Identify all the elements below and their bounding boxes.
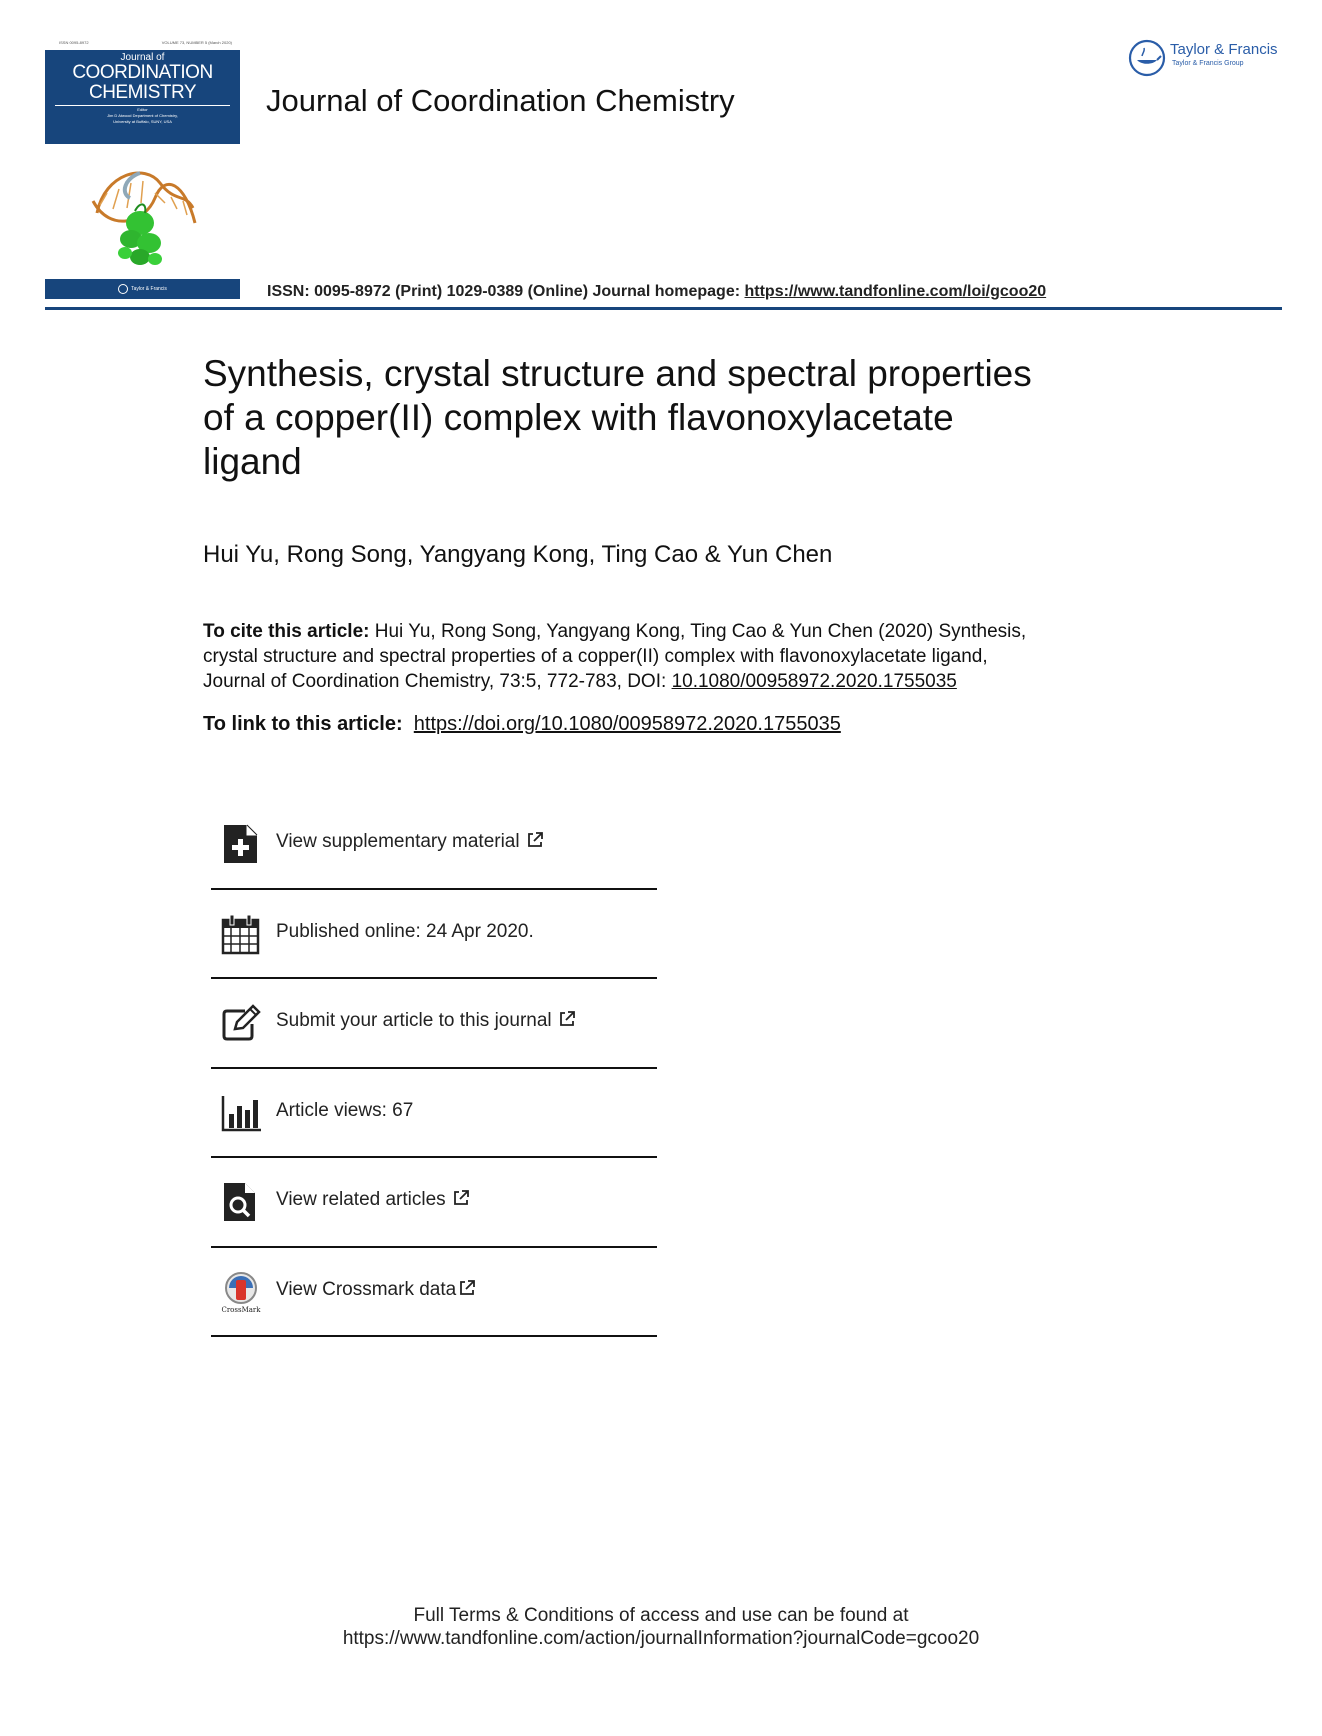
article-title xyxy=(203,352,1163,484)
external-link-icon xyxy=(458,1279,476,1297)
calendar-icon xyxy=(221,913,261,955)
info-row-related[interactable] xyxy=(211,1158,657,1248)
edit-icon xyxy=(221,1002,261,1044)
link-label: To link to this article: xyxy=(203,713,403,735)
footer-terms-link[interactable]: https://www.tandfonline.com/action/journalInformation?journalCode=gcoo20 xyxy=(342,1628,980,1649)
publisher-name: Taylor & Francis xyxy=(1170,41,1278,58)
footer-line1: Full Terms & Conditions of access and use can be found at xyxy=(413,1605,909,1626)
cover-journal-of: Journal of xyxy=(120,52,165,63)
journal-title: Journal of Coordination Chemistry xyxy=(266,83,735,118)
info-label-crossmark: View Crossmark data xyxy=(276,1279,476,1301)
dna-protein-illustration xyxy=(85,153,200,273)
article-title-line2: of a copper(II) complex with flavonoxylacetate xyxy=(203,397,954,438)
file-plus-icon xyxy=(221,823,261,865)
taylor-francis-lamp-icon xyxy=(1128,39,1166,77)
journal-cover xyxy=(45,38,240,299)
cover-editor-line1: Jim D Atwood Department of Chemistry, xyxy=(107,113,178,118)
citation-block xyxy=(203,619,1153,694)
info-row-crossmark[interactable] xyxy=(211,1248,657,1338)
crossmark-icon xyxy=(221,1271,261,1313)
cover-issn: ISSN 0095-8972 xyxy=(59,40,89,45)
publisher-group: Taylor & Francis Group xyxy=(1172,60,1244,67)
cover-editor-label: Editor xyxy=(137,107,148,112)
terms-footer xyxy=(0,1604,1322,1650)
journal-homepage-link[interactable]: https://www.tandfonline.com/loi/gcoo20 xyxy=(744,283,1047,300)
issn-line xyxy=(267,283,1046,301)
info-row-views xyxy=(211,1069,657,1159)
external-link-icon xyxy=(452,1189,470,1207)
article-info-list xyxy=(211,800,657,1337)
cite-doi-link[interactable]: 10.1080/00958972.2020.1755035 xyxy=(671,671,957,692)
cover-publisher: Taylor & Francis xyxy=(131,286,167,292)
info-label-supplementary: View supplementary material xyxy=(276,831,544,853)
cite-line1: Hui Yu, Rong Song, Yangyang Kong, Ting Cao & Yun Chen (2020) Synthesis, xyxy=(374,621,1027,642)
header-divider xyxy=(45,307,1282,310)
cover-title-line2: CHEMISTRY xyxy=(88,82,197,103)
cover-volume: VOLUME 73, NUMBER 5 (March 2020) xyxy=(161,40,232,45)
info-row-submit[interactable] xyxy=(211,979,657,1069)
publisher-logo xyxy=(1128,36,1288,80)
info-label-submit: Submit your article to this journal xyxy=(276,1010,576,1032)
search-document-icon xyxy=(221,1181,261,1223)
info-label-views: Article views: 67 xyxy=(276,1099,414,1121)
cover-publisher-bar xyxy=(45,279,240,299)
info-row-published xyxy=(211,890,657,980)
tf-small-logo-icon xyxy=(118,284,128,294)
article-doi-link[interactable]: https://doi.org/10.1080/00958972.2020.1755035 xyxy=(413,713,841,735)
article-title-line1: Synthesis, crystal structure and spectral properties xyxy=(203,353,1032,394)
article-authors: Hui Yu, Rong Song, Yangyang Kong, Ting Cao & Yun Chen xyxy=(203,541,833,568)
issn-text: ISSN: 0095-8972 (Print) 1029-0389 (Online) Journal homepage: xyxy=(267,283,741,300)
cite-label: To cite this article: xyxy=(203,621,370,642)
info-label-related: View related articles xyxy=(276,1189,470,1211)
cover-editor-line2: University at Buffalo, SUNY, USA xyxy=(113,119,172,124)
crossmark-caption: CrossMark xyxy=(221,1305,261,1313)
article-link-line xyxy=(203,713,841,736)
external-link-icon xyxy=(558,1010,576,1028)
cite-line3: Journal of Coordination Chemistry, 73:5, 772-783, DOI: xyxy=(203,671,667,692)
info-label-published: Published online: 24 Apr 2020. xyxy=(276,920,534,942)
external-link-icon xyxy=(526,831,544,849)
info-row-supplementary[interactable] xyxy=(211,800,657,890)
bar-chart-icon xyxy=(221,1092,261,1134)
cover-title-line1: COORDINATION xyxy=(72,62,213,83)
article-title-line3: ligand xyxy=(203,441,302,482)
cover-title-band xyxy=(45,50,240,144)
cite-line2: crystal structure and spectral properties of a copper(II) complex with flavonoxylacetate ligand, xyxy=(203,646,988,667)
